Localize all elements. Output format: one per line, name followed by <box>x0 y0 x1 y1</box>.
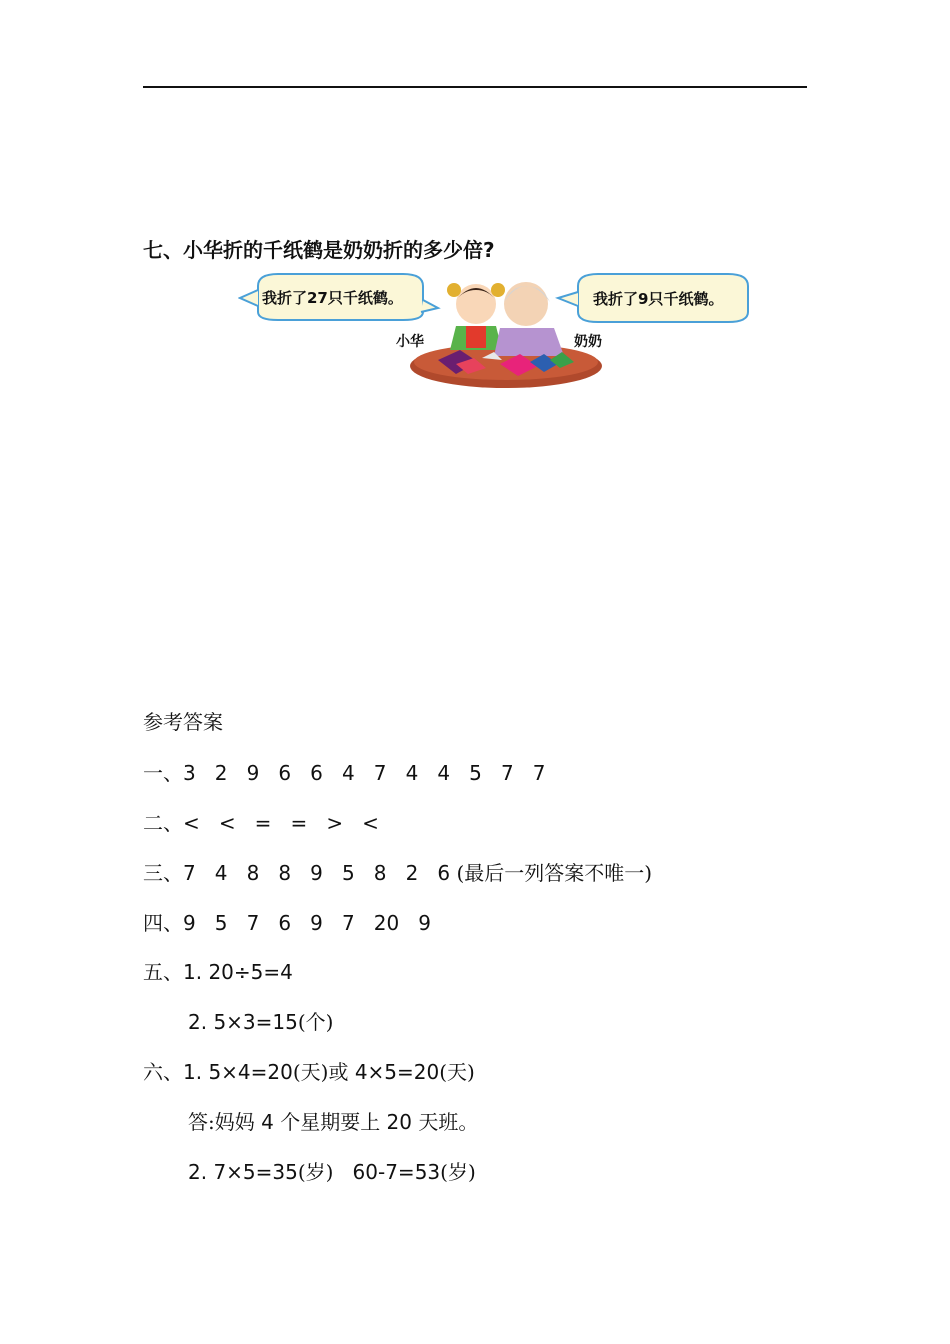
grandma-speech-text: 我折了9只千纸鹤。 <box>593 290 724 308</box>
answer-line-7-b: (天)或 <box>292 1060 349 1084</box>
answer-line-7-d: (天) <box>439 1060 475 1084</box>
answer-line-8-a: 答:妈妈 <box>188 1110 255 1134</box>
answer-line-8-d: 20 <box>380 1110 419 1134</box>
answer-line-2: 二、< < = = > < <box>143 811 379 835</box>
answer-line-8-c: 个星期要上 <box>280 1110 381 1134</box>
answer-line-4: 四、9 5 7 6 9 7 20 9 <box>143 911 432 935</box>
answer-line-7 <box>143 1056 475 1085</box>
answer-line-9-c: 60-7=53 <box>333 1160 441 1184</box>
grandma-figure <box>494 282 564 356</box>
answer-line-3-main: 三、7 4 8 8 9 5 8 2 6 <box>143 861 457 885</box>
answer-line-5: 五、1. 20÷5=4 <box>143 960 293 984</box>
answers-heading: 参考答案 <box>143 710 223 734</box>
grandma-label: 奶奶 <box>574 334 602 350</box>
answer-line-9-a: 2. 7×5=35 <box>188 1160 298 1184</box>
answer-line-3-note: (最后一列答案不唯一) <box>456 861 653 885</box>
xiaohua-figure <box>447 283 505 350</box>
answer-line-7-a: 六、1. 5×4=20 <box>143 1060 293 1084</box>
answer-line-8-b: 4 <box>254 1110 281 1134</box>
answer-line-6-main: 2. 5×3=15 <box>188 1010 298 1034</box>
header-rule <box>143 86 807 88</box>
xiaohua-label: 小华 <box>396 334 424 350</box>
answer-line-9-b: (岁) <box>297 1160 334 1184</box>
answer-line-1: 一、3 2 9 6 6 4 7 4 4 5 7 7 <box>143 761 546 785</box>
answer-line-9 <box>188 1156 476 1185</box>
answer-line-8 <box>188 1106 478 1135</box>
answer-line-6 <box>188 1006 333 1035</box>
question-7-title: 七、小华折的千纸鹤是奶奶折的多少倍? <box>143 238 495 262</box>
paper-crane-illustration <box>238 268 758 398</box>
xiaohua-speech-text: 我折了27只千纸鹤。 <box>262 289 403 307</box>
answer-line-9-d: (岁) <box>440 1160 476 1184</box>
answer-line-3 <box>143 857 652 886</box>
answer-line-8-e: 天班。 <box>418 1110 479 1134</box>
answer-line-7-c: 4×5=20 <box>348 1060 440 1084</box>
answer-line-6-unit: (个) <box>297 1010 334 1034</box>
